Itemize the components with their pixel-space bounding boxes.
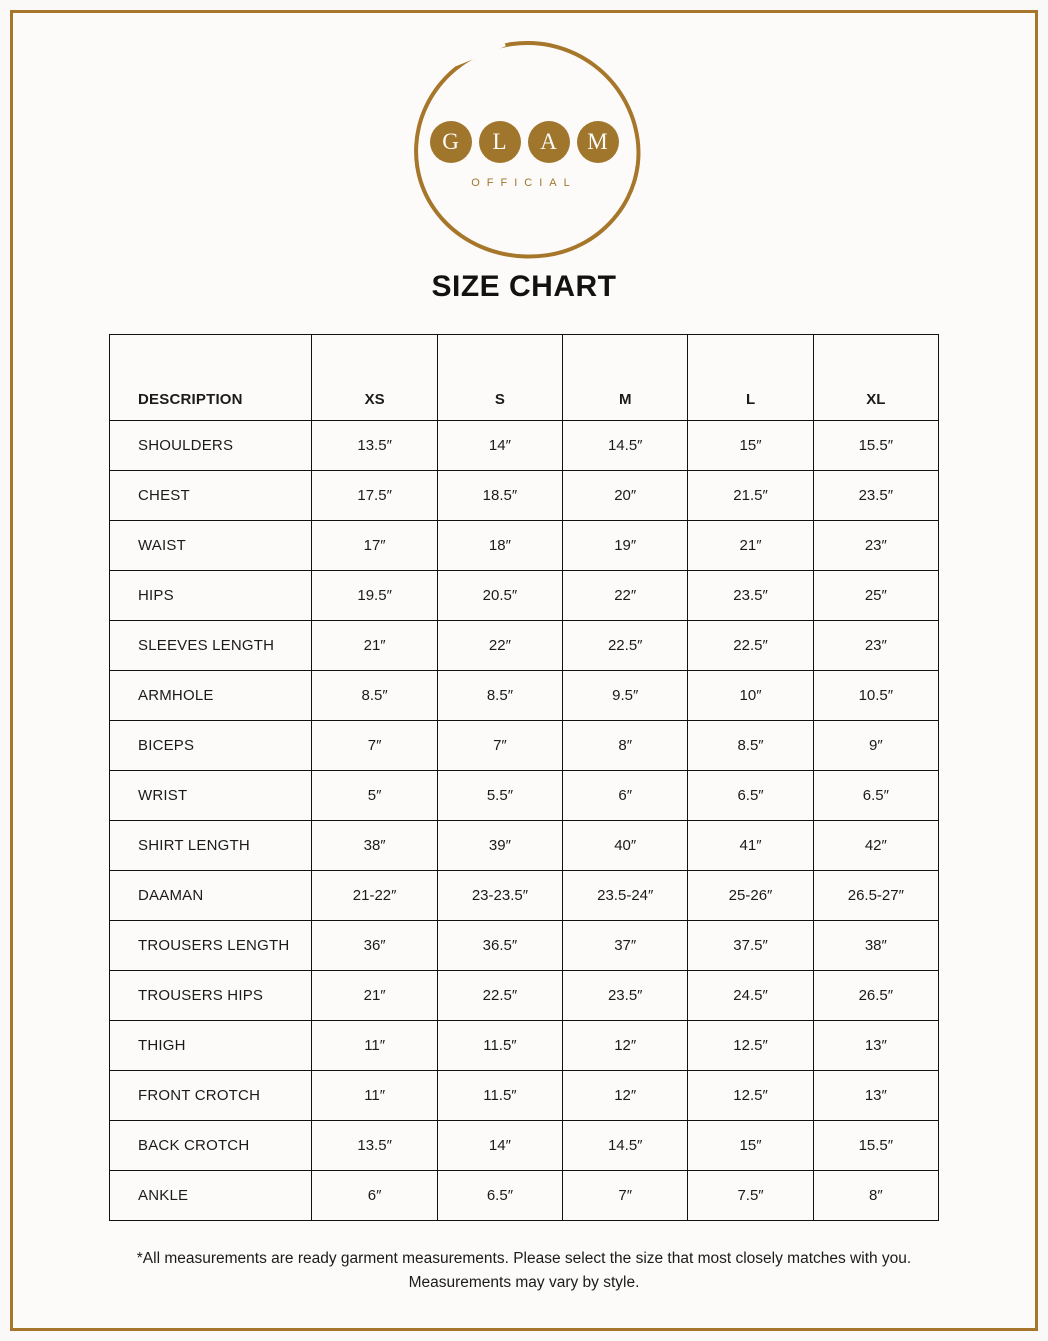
measurement-cell: 37″ (563, 921, 688, 971)
row-label: WAIST (110, 521, 312, 571)
measurement-cell: 24.5″ (688, 971, 813, 1021)
table-header (110, 335, 939, 421)
measurement-cell: 6″ (563, 771, 688, 821)
logo-subtitle: OFFICIAL (471, 177, 577, 189)
table-row (110, 1071, 939, 1121)
measurement-cell: 14.5″ (563, 1121, 688, 1171)
measurement-cell: 13.5″ (312, 1121, 437, 1171)
row-label: SHOULDERS (110, 421, 312, 471)
measurement-cell: 10.5″ (813, 671, 938, 721)
measurement-cell: 17″ (312, 521, 437, 571)
measurement-cell: 15″ (688, 421, 813, 471)
logo-letter-a: A (528, 121, 570, 163)
table-row (110, 871, 939, 921)
measurement-cell: 15.5″ (813, 421, 938, 471)
measurement-cell: 36.5″ (437, 921, 562, 971)
row-label: TROUSERS HIPS (110, 971, 312, 1021)
measurement-cell: 20.5″ (437, 571, 562, 621)
footnote (84, 1247, 964, 1295)
measurement-cell: 23″ (813, 521, 938, 571)
table-row (110, 471, 939, 521)
logo-letter-l: L (479, 121, 521, 163)
measurement-cell: 25″ (813, 571, 938, 621)
measurement-cell: 42″ (813, 821, 938, 871)
measurement-cell: 40″ (563, 821, 688, 871)
row-label: CHEST (110, 471, 312, 521)
logo-letter-m: M (577, 121, 619, 163)
column-header-l: L (688, 335, 813, 421)
measurement-cell: 7″ (312, 721, 437, 771)
measurement-cell: 11.5″ (437, 1071, 562, 1121)
measurement-cell: 13″ (813, 1071, 938, 1121)
measurement-cell: 14″ (437, 1121, 562, 1171)
measurement-cell: 23.5″ (688, 571, 813, 621)
measurement-cell: 21″ (312, 971, 437, 1021)
measurement-cell: 8″ (813, 1171, 938, 1221)
row-label: BACK CROTCH (110, 1121, 312, 1171)
measurement-cell: 9″ (813, 721, 938, 771)
column-header-m: M (563, 335, 688, 421)
measurement-cell: 26.5-27″ (813, 871, 938, 921)
measurement-cell: 41″ (688, 821, 813, 871)
table-row (110, 971, 939, 1021)
measurement-cell: 19.5″ (312, 571, 437, 621)
measurement-cell: 22.5″ (563, 621, 688, 671)
measurement-cell: 13.5″ (312, 421, 437, 471)
measurement-cell: 21″ (312, 621, 437, 671)
measurement-cell: 20″ (563, 471, 688, 521)
measurement-cell: 15.5″ (813, 1121, 938, 1171)
measurement-cell: 37.5″ (688, 921, 813, 971)
measurement-cell: 23.5-24″ (563, 871, 688, 921)
measurement-cell: 8″ (563, 721, 688, 771)
measurement-cell: 5.5″ (437, 771, 562, 821)
measurement-cell: 11.5″ (437, 1021, 562, 1071)
table-body (110, 421, 939, 1221)
table-row (110, 1021, 939, 1071)
measurement-cell: 23.5″ (563, 971, 688, 1021)
table-row (110, 821, 939, 871)
table-row (110, 521, 939, 571)
measurement-cell: 15″ (688, 1121, 813, 1171)
row-label: THIGH (110, 1021, 312, 1071)
measurement-cell: 6″ (312, 1171, 437, 1221)
measurement-cell: 11″ (312, 1021, 437, 1071)
measurement-cell: 12.5″ (688, 1071, 813, 1121)
measurement-cell: 7.5″ (688, 1171, 813, 1221)
measurement-cell: 8.5″ (688, 721, 813, 771)
measurement-cell: 12″ (563, 1021, 688, 1071)
measurement-cell: 21.5″ (688, 471, 813, 521)
logo-mark (404, 39, 644, 257)
measurement-cell: 14.5″ (563, 421, 688, 471)
measurement-cell: 13″ (813, 1021, 938, 1071)
measurement-cell: 38″ (312, 821, 437, 871)
measurement-cell: 22.5″ (688, 621, 813, 671)
measurement-cell: 22″ (563, 571, 688, 621)
row-label: SHIRT LENGTH (110, 821, 312, 871)
brand-logo (68, 32, 980, 264)
measurement-cell: 8.5″ (437, 671, 562, 721)
page-title: SIZE CHART (431, 270, 617, 303)
table-row (110, 771, 939, 821)
measurement-cell: 36″ (312, 921, 437, 971)
measurement-cell: 7″ (563, 1171, 688, 1221)
row-label: ANKLE (110, 1171, 312, 1221)
measurement-cell: 23.5″ (813, 471, 938, 521)
measurement-cell: 12″ (563, 1071, 688, 1121)
logo-letter-g: G (430, 121, 472, 163)
table-header-row (110, 335, 939, 421)
row-label: DAAMAN (110, 871, 312, 921)
measurement-cell: 11″ (312, 1071, 437, 1121)
column-header-s: S (437, 335, 562, 421)
measurement-cell: 23″ (813, 621, 938, 671)
measurement-cell: 25-26″ (688, 871, 813, 921)
measurement-cell: 18.5″ (437, 471, 562, 521)
size-chart-table (109, 334, 939, 1221)
measurement-cell: 22″ (437, 621, 562, 671)
measurement-cell: 6.5″ (688, 771, 813, 821)
measurement-cell: 5″ (312, 771, 437, 821)
table-row (110, 671, 939, 721)
measurement-cell: 12.5″ (688, 1021, 813, 1071)
logo-letter-row (404, 121, 644, 163)
row-label: HIPS (110, 571, 312, 621)
column-header-xs: XS (312, 335, 437, 421)
measurement-cell: 21″ (688, 521, 813, 571)
table-row (110, 721, 939, 771)
measurement-cell: 21-22″ (312, 871, 437, 921)
page-content (10, 10, 1038, 1295)
row-label: TROUSERS LENGTH (110, 921, 312, 971)
table-row (110, 421, 939, 471)
row-label: SLEEVES LENGTH (110, 621, 312, 671)
column-header-xl: XL (813, 335, 938, 421)
measurement-cell: 38″ (813, 921, 938, 971)
column-header-description: DESCRIPTION (110, 335, 312, 421)
table-row (110, 921, 939, 971)
row-label: FRONT CROTCH (110, 1071, 312, 1121)
measurement-cell: 23-23.5″ (437, 871, 562, 921)
measurement-cell: 8.5″ (312, 671, 437, 721)
footnote-line-2: Measurements may vary by style. (408, 1274, 640, 1292)
measurement-cell: 14″ (437, 421, 562, 471)
row-label: ARMHOLE (110, 671, 312, 721)
table-row (110, 1171, 939, 1221)
measurement-cell: 17.5″ (312, 471, 437, 521)
measurement-cell: 6.5″ (813, 771, 938, 821)
measurement-cell: 18″ (437, 521, 562, 571)
measurement-cell: 6.5″ (437, 1171, 562, 1221)
table-row (110, 1121, 939, 1171)
measurement-cell: 22.5″ (437, 971, 562, 1021)
measurement-cell: 39″ (437, 821, 562, 871)
row-label: WRIST (110, 771, 312, 821)
measurement-cell: 9.5″ (563, 671, 688, 721)
row-label: BICEPS (110, 721, 312, 771)
table-row (110, 571, 939, 621)
measurement-cell: 7″ (437, 721, 562, 771)
measurement-cell: 26.5″ (813, 971, 938, 1021)
measurement-cell: 19″ (563, 521, 688, 571)
measurement-cell: 10″ (688, 671, 813, 721)
footnote-line-1: *All measurements are ready garment measurements. Please select the size that most closely matches with you. (136, 1250, 912, 1267)
table-row (110, 621, 939, 671)
